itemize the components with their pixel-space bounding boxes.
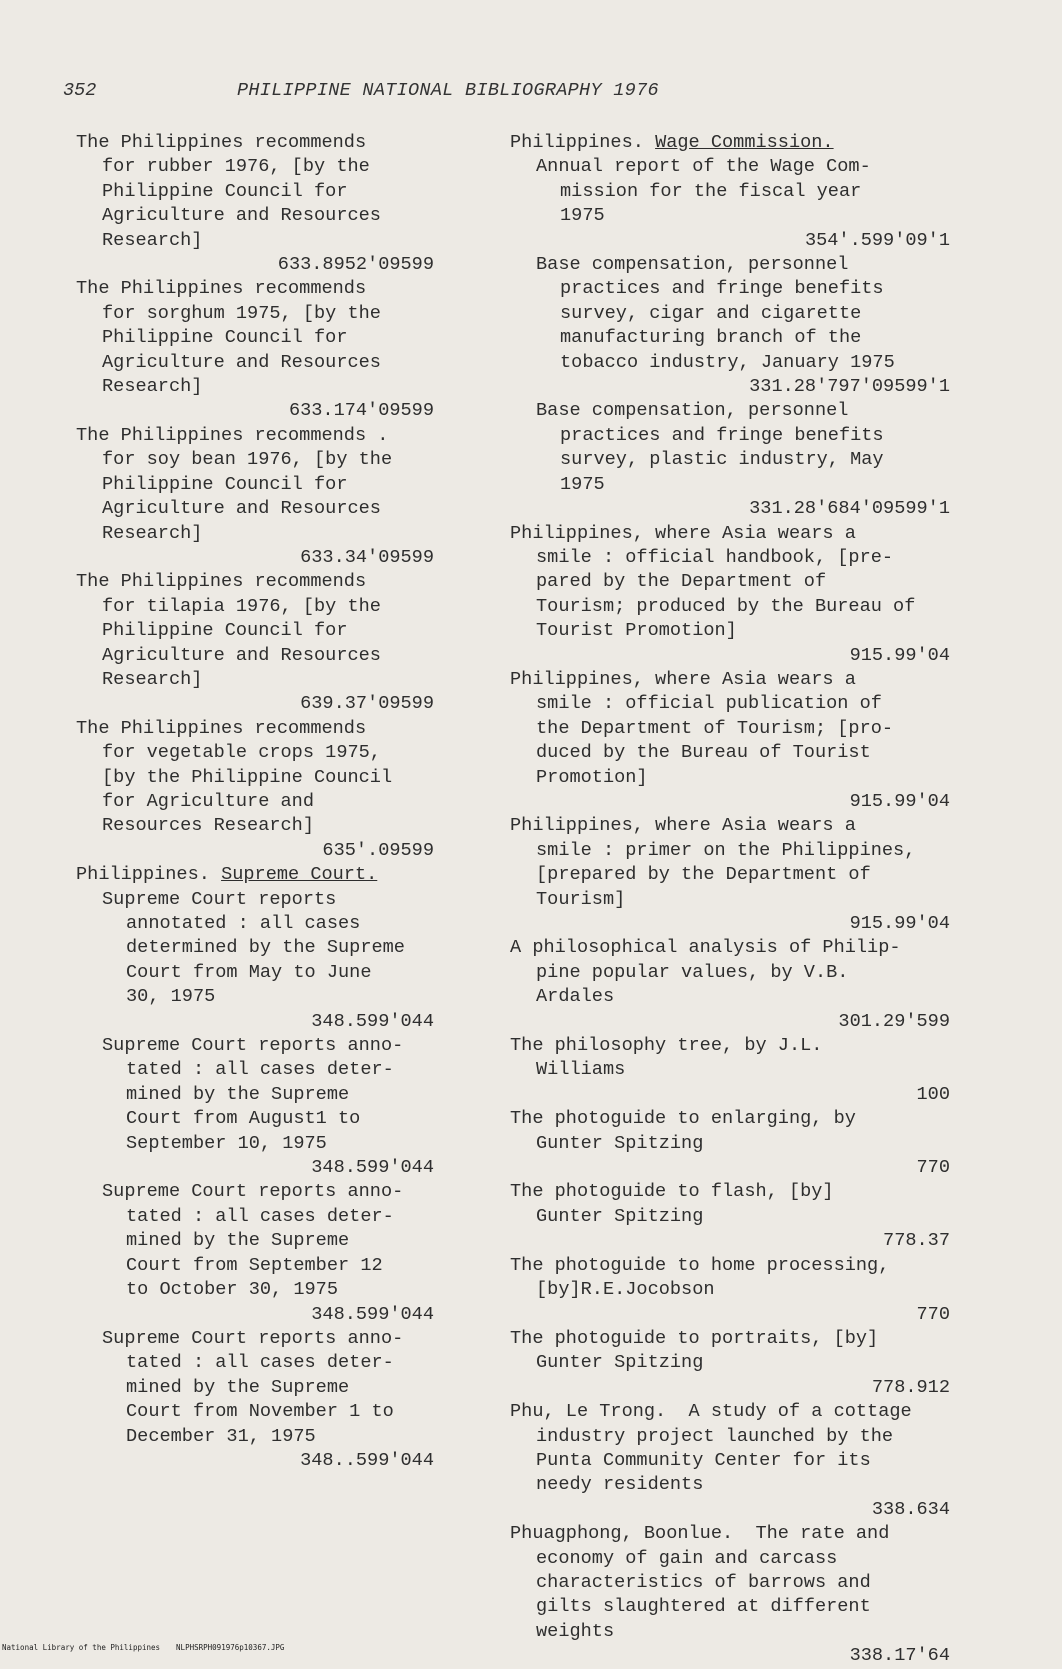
entry-line: economy of gain and carcass (536, 1547, 838, 1569)
entry-line: The Philippines recommends . (76, 424, 389, 446)
entry-line: manufacturing branch of the (560, 327, 862, 349)
entry-line: for vegetable crops 1975, (102, 742, 381, 764)
entry-line: Court from August1 to (126, 1108, 361, 1130)
call-number: 633.174'09599 (288, 400, 434, 422)
entry-line: for soy bean 1976, [by the (102, 449, 393, 471)
entry-line: annotated : all cases (126, 913, 361, 934)
bibliography-entry (76, 277, 434, 423)
bibliography-entry (510, 522, 950, 668)
call-number: 778.912 (871, 1376, 950, 1398)
entry-line: Tourism; produced by the Bureau of (536, 595, 916, 617)
bibliography-entry (510, 1034, 950, 1107)
wage-commission-heading: Philippines. Wage Commission. (510, 132, 834, 153)
entry-line: Court from May to June (126, 961, 372, 983)
entry-line: for sorghum 1975, [by the (102, 302, 381, 324)
entry-line: The photoguide to home processing, (510, 1254, 890, 1276)
footer-library: National Library of the Philippines (2, 1643, 161, 1652)
call-number: 348.599'044 (311, 1157, 434, 1179)
entry-line: characteristics of barrows and (536, 1571, 871, 1593)
entry-line: smile : official publication of (536, 693, 882, 715)
entry-line: The philosophy tree, by J.L. (510, 1035, 823, 1057)
entry-line: Tourist Promotion] (536, 620, 737, 642)
entry-line: Annual report of the Wage Com- (536, 156, 871, 178)
entry-line: Research] (102, 522, 203, 544)
call-number: 348..599'044 (300, 1449, 434, 1471)
entry-line: 1975 (560, 473, 605, 495)
entry-line: tated : all cases deter- (126, 1059, 394, 1081)
supreme-court-entry (76, 1034, 434, 1180)
entry-line: for rubber 1976, [by the (102, 156, 370, 178)
page-number: 352 (63, 80, 97, 101)
entry-line: The Philippines recommends (76, 571, 367, 593)
entry-line: mined by the Supreme (126, 1230, 350, 1252)
entry-line: needy residents (536, 1474, 704, 1496)
entry-line: duced by the Bureau of Tourist (536, 742, 871, 764)
entry-line: Agriculture and Resources (102, 644, 381, 666)
call-number: 100 (916, 1083, 950, 1105)
entry-line: Agriculture and Resources (102, 498, 381, 520)
entry-line: mined by the Supreme (126, 1376, 350, 1398)
entry-line: Gunter Spitzing (536, 1352, 704, 1374)
entry-line: practices and fringe benefits (560, 278, 884, 300)
entry-line: Resources Research] (102, 815, 315, 837)
supreme-court-heading: Philippines. Supreme Court. (76, 864, 378, 886)
call-number: 348.599'044 (311, 1010, 434, 1032)
call-number: 338.634 (871, 1498, 950, 1520)
entry-line: pared by the Department of (536, 571, 827, 593)
running-title: PHILIPPINE NATIONAL BIBLIOGRAPHY 1976 (237, 80, 659, 101)
entry-line: Supreme Court reports (102, 888, 337, 910)
bibliography-entry (510, 1107, 950, 1180)
call-number: 770 (916, 1303, 950, 1325)
bibliography-entry (510, 668, 950, 814)
entry-line: Ardales (536, 986, 615, 1008)
entry-line: Williams (536, 1059, 626, 1081)
supreme-court-section (76, 863, 434, 1473)
entry-line: Tourism] (536, 888, 626, 910)
bibliography-entry (76, 424, 434, 570)
bibliography-entry (510, 1400, 950, 1522)
call-number: 915.99'04 (849, 790, 950, 812)
entry-line: [prepared by the Department of (536, 864, 871, 886)
entry-line: gilts slaughtered at different (536, 1596, 871, 1618)
entry-line: tobacco industry, January 1975 (560, 351, 895, 373)
call-number: 915.99'04 (849, 644, 950, 666)
entry-line: 30, 1975 (126, 986, 216, 1008)
entry-line: practices and fringe benefits (560, 424, 884, 446)
entry-line: for Agriculture and (102, 790, 315, 812)
call-number: 639.37'09599 (300, 693, 434, 715)
call-number: 354'.599'09'1 (804, 229, 950, 251)
call-number: 633.8952'09599 (277, 254, 434, 276)
call-number: 778.37 (883, 1230, 950, 1252)
entry-line: weights (536, 1620, 615, 1642)
bibliography-entry (510, 1327, 950, 1400)
entry-line: The photoguide to flash, [by] (510, 1181, 834, 1203)
entry-line: Supreme Court reports anno- (102, 1035, 404, 1057)
entry-line: [by the Philippine Council (102, 766, 393, 788)
entry-line: Philippine Council for (102, 473, 348, 495)
entry-line: industry project launched by the (536, 1425, 894, 1447)
bibliography-entry (510, 814, 950, 936)
entry-line: Philippine Council for (102, 327, 348, 349)
entry-line: The Philippines recommends (76, 132, 367, 153)
entry-line: A philosophical analysis of Philip- (510, 937, 901, 959)
entry-line: mission for the fiscal year (560, 180, 862, 202)
entry-line: Phuagphong, Boonlue. The rate and (510, 1523, 890, 1545)
entry-line: The Philippines recommends (76, 278, 367, 300)
footer-file: NLPHSRPH091976p10367.JPG (176, 1643, 285, 1652)
right-column (510, 131, 950, 1669)
call-number: 635'.09599 (322, 839, 434, 861)
entry-line: Gunter Spitzing (536, 1205, 704, 1227)
entry-line: determined by the Supreme (126, 937, 405, 959)
call-number: 331.28'797'09599'1 (749, 376, 950, 398)
bibliography-entry (510, 1522, 950, 1668)
entry-line: for tilapia 1976, [by the (102, 595, 381, 617)
call-number: 348.599'044 (311, 1303, 434, 1325)
entry-line: Agriculture and Resources (102, 205, 381, 227)
entry-line: The photoguide to enlarging, by (510, 1108, 856, 1130)
wage-commission-entry (510, 155, 950, 253)
entry-line: December 31, 1975 (126, 1425, 316, 1447)
supreme-court-entry (76, 1180, 434, 1326)
bibliography-entry (76, 131, 434, 277)
entry-line: Base compensation, personnel (536, 400, 849, 422)
entry-line: Punta Community Center for its (536, 1449, 871, 1471)
entry-line: [by]R.E.Jocobson (536, 1279, 715, 1301)
wage-commission-entry (510, 253, 950, 399)
entry-line: tated : all cases deter- (126, 1352, 394, 1374)
wage-commission-entry (510, 399, 950, 521)
call-number: 633.34'09599 (300, 546, 434, 568)
entry-line: smile : primer on the Philippines, (536, 839, 916, 861)
bibliography-entry (510, 1180, 950, 1253)
entry-line: Supreme Court reports anno- (102, 1181, 404, 1203)
entry-line: Court from September 12 (126, 1254, 383, 1276)
entry-line: Philippine Council for (102, 180, 348, 202)
entry-line: Base compensation, personnel (536, 254, 849, 276)
entry-line: Research] (102, 668, 203, 690)
bibliography-entry (76, 570, 434, 716)
bibliography-entry (510, 1254, 950, 1327)
call-number: 301.29'599 (838, 1010, 950, 1032)
call-number: 331.28'684'09599'1 (749, 498, 950, 520)
entry-line: mined by the Supreme (126, 1083, 350, 1105)
left-column (76, 131, 434, 1473)
entry-line: Supreme Court reports anno- (102, 1327, 404, 1349)
entry-line: Philippines, where Asia wears a (510, 668, 856, 690)
entry-line: 1975 (560, 205, 605, 227)
entry-line: the Department of Tourism; [pro- (536, 717, 894, 739)
entry-line: survey, cigar and cigarette (560, 302, 862, 324)
bibliography-entry (76, 717, 434, 863)
entry-line: Research] (102, 376, 203, 398)
entry-line: The Philippines recommends (76, 717, 367, 739)
entry-line: Court from November 1 to (126, 1401, 394, 1423)
entry-line: Phu, Le Trong. A study of a cottage (510, 1401, 912, 1423)
entry-line: Promotion] (536, 766, 648, 788)
entry-line: Philippine Council for (102, 620, 348, 642)
entry-line: to October 30, 1975 (126, 1279, 339, 1301)
entry-line: Agriculture and Resources (102, 351, 381, 373)
call-number: 770 (916, 1157, 950, 1179)
entry-line: tated : all cases deter- (126, 1205, 394, 1227)
call-number: 338.17'64 (849, 1645, 950, 1667)
entry-line: Philippines, where Asia wears a (510, 815, 856, 837)
entry-line: Research] (102, 229, 203, 251)
entry-line: The photoguide to portraits, [by] (510, 1327, 879, 1349)
entry-line: survey, plastic industry, May (560, 449, 884, 471)
entry-line: Philippines, where Asia wears a (510, 522, 856, 544)
bibliography-entry (510, 936, 950, 1034)
scan-footer (2, 1643, 284, 1652)
call-number: 915.99'04 (849, 913, 950, 934)
entry-line: Gunter Spitzing (536, 1132, 704, 1154)
entry-line: smile : official handbook, [pre- (536, 546, 894, 568)
supreme-court-entry (76, 888, 434, 1034)
supreme-court-entry (76, 1327, 434, 1473)
entry-line: pine popular values, by V.B. (536, 961, 849, 983)
entry-line: September 10, 1975 (126, 1132, 327, 1154)
wage-commission-section (510, 131, 950, 522)
